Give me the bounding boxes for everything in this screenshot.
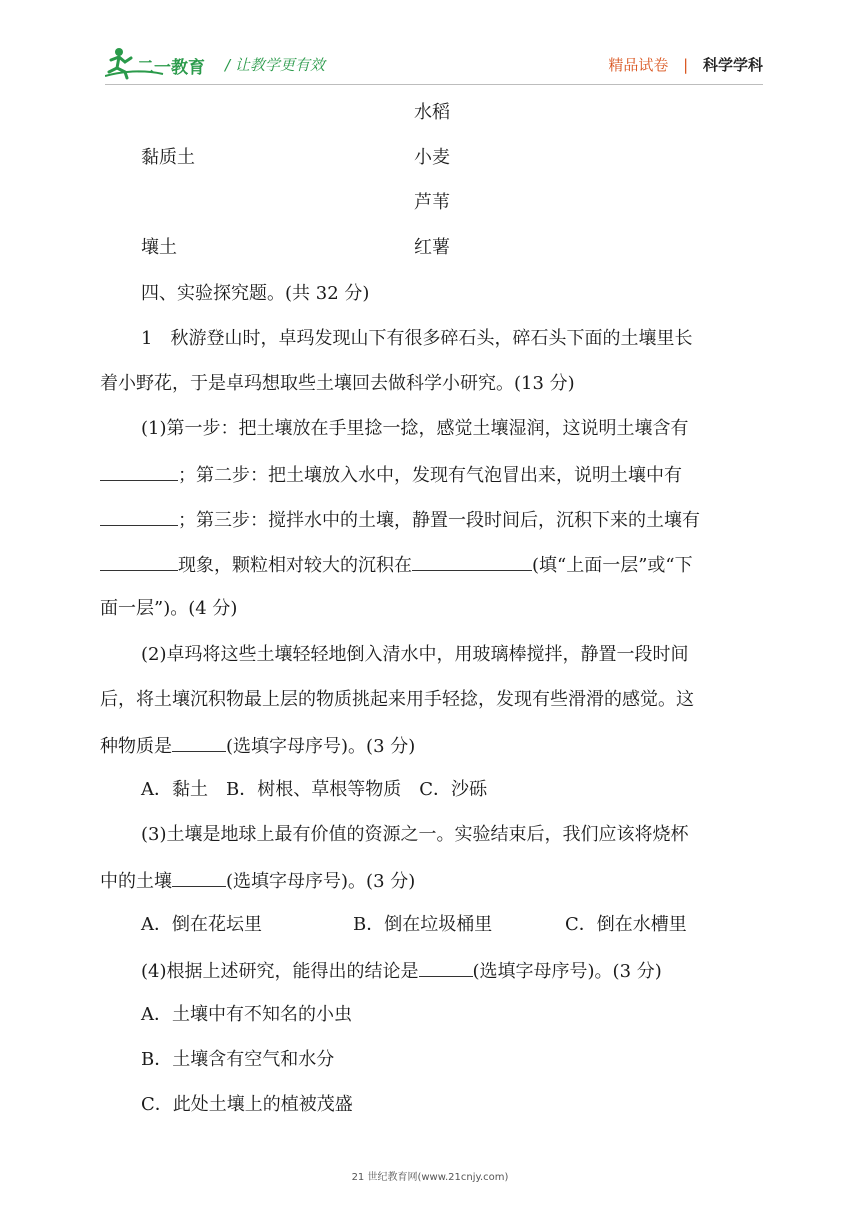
subquestion-2-options: A．黏土 B．树根、草根等物质 C．沙砾 (141, 779, 487, 800)
section-title: 四、实验探究题。(共 32 分) (141, 283, 370, 304)
text-segment: (4)根据上述研究，能得出的结论是 (141, 961, 419, 982)
brand-name: 二一教育 (137, 58, 205, 78)
question-intro: 1 秋游登山时，卓玛发现山下有很多碎石头，碎石头下面的土壤里长 (141, 328, 693, 349)
text-segment: ；第三步：搅拌水中的土壤，静置一段时间后，沉积下来的土壤有 (178, 510, 700, 531)
match-right-item: 水稻 (414, 102, 450, 123)
subquestion-3: (3)土壤是地球上最有价值的资源之一。实验结束后，我们应该将烧杯 (141, 824, 689, 845)
logo (105, 46, 215, 80)
subquestion-2-line: 后，将土壤沉积物最上层的物质挑起来用手轻捻，发现有些滑滑的感觉。这 (100, 689, 694, 710)
subquestion-2-line (100, 733, 415, 759)
page-header (105, 46, 763, 82)
subquestion-1-line (100, 462, 682, 488)
header-separator: | (683, 56, 689, 74)
subquestion-1-line (100, 507, 700, 533)
match-right-item: 小麦 (414, 147, 450, 168)
text-segment: (填“上面一层”或“下 (532, 555, 693, 576)
text-segment: 中的土壤 (100, 871, 172, 892)
header-right (608, 54, 763, 75)
exam-tag: 精品试卷 (608, 56, 669, 74)
option-c: C．此处土壤上的植被茂盛 (141, 1094, 353, 1115)
subquestion-1-line: 面一层”)。(4 分) (100, 598, 238, 619)
header-divider (105, 84, 763, 85)
question-intro: 着小野花，于是卓玛想取些土壤回去做科学小研究。(13 分) (100, 373, 575, 394)
option-a: A．倒在花坛里 (141, 914, 262, 935)
subject-label: 科学学科 (702, 56, 763, 74)
answer-blank[interactable] (100, 507, 178, 526)
answer-blank[interactable] (172, 733, 226, 752)
brand-slogan: / 让教学更有效 (225, 56, 325, 74)
subquestion-4 (141, 958, 662, 984)
option-c: C．倒在水槽里 (565, 914, 687, 935)
subquestion-1-line (100, 552, 693, 578)
answer-blank[interactable] (100, 552, 178, 571)
match-right-item: 芦苇 (414, 192, 450, 213)
subquestion-3-line (100, 868, 415, 894)
subquestion-1: (1)第一步：把土壤放在手里捻一捻，感觉土壤湿润，这说明土壤含有 (141, 418, 689, 439)
text-segment: (选填字母序号)。(3 分) (472, 961, 662, 982)
match-right-item: 红薯 (414, 237, 450, 258)
page-footer: 21 世纪教育网(www.21cnjy.com) (351, 1172, 509, 1183)
option-b: B．倒在垃圾桶里 (353, 914, 493, 935)
match-left-item: 黏质土 (141, 147, 195, 168)
match-left-item: 壤土 (141, 237, 177, 258)
answer-blank[interactable] (172, 868, 226, 887)
subquestion-2: (2)卓玛将这些土壤轻轻地倒入清水中，用玻璃棒搅拌，静置一段时间 (141, 644, 689, 665)
text-segment: (选填字母序号)。(3 分) (226, 736, 416, 757)
text-segment: ；第二步：把土壤放入水中，发现有气泡冒出来，说明土壤中有 (178, 465, 682, 486)
answer-blank[interactable] (412, 552, 532, 571)
text-segment: (选填字母序号)。(3 分) (226, 871, 416, 892)
option-a: A．土壤中有不知名的小虫 (141, 1004, 352, 1025)
text-segment: 种物质是 (100, 736, 172, 757)
answer-blank[interactable] (100, 462, 178, 481)
option-b: B．土壤含有空气和水分 (141, 1049, 335, 1070)
answer-blank[interactable] (419, 958, 473, 977)
text-segment: 现象，颗粒相对较大的沉积在 (178, 555, 412, 576)
